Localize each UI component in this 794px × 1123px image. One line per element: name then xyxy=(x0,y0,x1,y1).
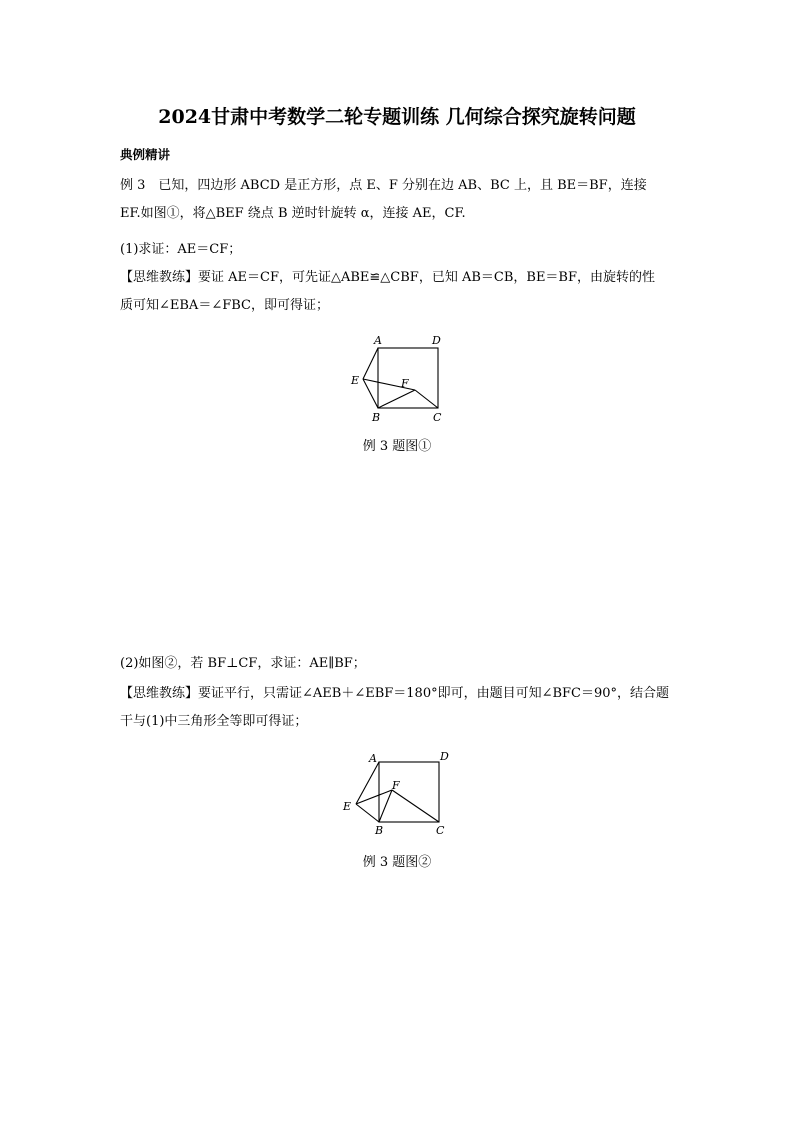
figure-2 xyxy=(334,746,460,846)
segment-bf xyxy=(378,390,415,408)
label-d: D xyxy=(440,750,449,763)
part2-hint xyxy=(120,680,680,736)
example-intro-line-1: 例 3 已知，四边形 ABCD 是正方形，点 E、F 分别在边 AB、BC 上，且 BE＝BF，连接 xyxy=(120,178,647,193)
part2-question xyxy=(120,650,680,678)
label-c: C xyxy=(433,411,442,424)
page-title: 2024甘肃中考数学二轮专题训练 几何综合探究旋转问题 xyxy=(158,106,636,128)
part1-hint-line-2: 质可知∠EBA＝∠FBC，即可得证； xyxy=(120,298,329,313)
segment-eb xyxy=(363,379,378,408)
part2-hint-line-1: 【思维教练】要证平行，只需证∠AEB＋∠EBF＝180°即可，由题目可知∠BFC＝90°，结合题 xyxy=(120,686,670,701)
part1-hint xyxy=(120,264,680,320)
label-b: B xyxy=(375,824,384,837)
label-b: B xyxy=(372,411,381,424)
example-intro-line-2: EF.如图①，将△BEF 绕点 B 逆时针旋转 α，连接 AE，CF. xyxy=(120,206,466,221)
part2-question-text: (2)如图②，若 BF⊥CF，求证：AE∥BF； xyxy=(120,656,366,671)
part1-question xyxy=(120,236,680,264)
figure-2-caption: 例 3 题图② xyxy=(362,855,432,870)
figure-2-lines xyxy=(356,762,439,822)
label-c: C xyxy=(436,824,445,837)
label-d: D xyxy=(432,334,441,347)
label-a: A xyxy=(369,752,377,765)
part2-hint-line-2: 干与(1)中三角形全等即可得证； xyxy=(120,714,308,729)
segment-eb xyxy=(356,804,379,822)
segment-ae xyxy=(363,348,378,379)
label-f: F xyxy=(392,779,400,792)
label-f: F xyxy=(401,377,409,390)
segment-ae xyxy=(356,762,379,804)
part1-hint-line-1: 【思维教练】要证 AE＝CF，可先证△ABE≌△CBF，已知 AB＝CB，BE＝BF，由旋转的性 xyxy=(120,270,656,285)
segment-fc xyxy=(392,790,439,822)
label-a: A xyxy=(374,334,382,347)
example-intro xyxy=(120,172,680,228)
section-heading: 典例精讲 xyxy=(120,147,171,162)
figure-1-caption: 例 3 题图① xyxy=(362,439,432,454)
segment-fc xyxy=(415,390,438,408)
part1-question-text: (1)求证：AE＝CF； xyxy=(120,242,242,257)
figure-1 xyxy=(340,328,460,428)
label-e: E xyxy=(351,374,360,387)
label-e: E xyxy=(343,800,352,813)
